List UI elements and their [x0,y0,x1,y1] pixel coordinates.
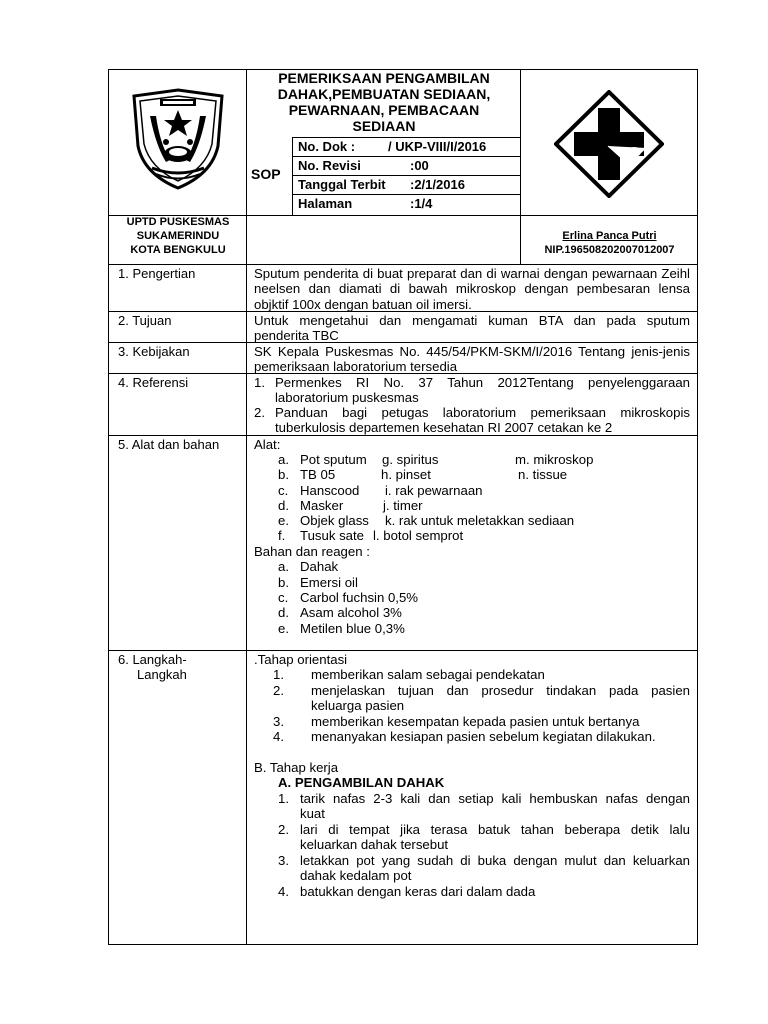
column-divider-left [246,69,247,945]
orientasi-num: 2. [273,683,284,698]
meta-value: :2/1/2016 [410,177,465,192]
alat-row-item-3: n. tissue [518,467,568,482]
title-line-2: DAHAK,PEMBUATAN SEDIAAN, [277,86,491,102]
meta-top-line [292,137,520,138]
bahan-item: Metilen blue 0,3% [300,621,405,636]
bahan-marker: a. [278,559,289,574]
org-line-3: KOTA BENGKULU [130,244,226,256]
alat-row-item-2: i. rak pewarnaan [385,483,483,498]
text-kebijakan [254,344,690,375]
organization-name [110,215,246,257]
meta-label: No. Dok : [298,139,356,154]
alat-row-marker: a. [278,452,289,467]
kerja-line: letakkan pot yang sudah di buka dengan mulut dan keluarkan [300,853,690,868]
kerja-line: tarik nafas 2-3 kali dan setiap kali hembuskan nafas dengan [300,791,690,806]
sub-heading-pengambilan-dahak: A. PENGAMBILAN DAHAK [278,775,445,790]
title-line-1: PEMERIKSAAN PENGAMBILAN [278,70,490,86]
org-line-2: SUKAMERINDU [136,230,220,242]
alat-row-marker: f. [278,528,286,543]
pengertian-text: Sputum penderita di buat preparat dan di warnai dengan pewarnaan Zeihl neelsen dan diamati di bawah mikroskop dengan pembesaran lensa objktif 100x dengan batuan oil imersi. [254,266,690,312]
bahan-item: Asam alcohol 3% [300,605,402,620]
bahan-marker: b. [278,575,289,590]
text-tujuan [254,313,690,344]
bahan-marker: c. [278,590,289,605]
column-divider-right-header [520,69,521,215]
alat-row-item: TB 05 [300,467,336,482]
alat-row-item: Masker [300,498,344,513]
meta-line-2 [292,175,520,176]
alat-row-item: Tusuk sate [300,528,365,543]
title-line-3: PEWARNAAN, PEMBACAAN [288,102,480,118]
alat-row-marker: b. [278,467,289,482]
alat-row-marker: e. [278,513,289,528]
meta-value: / UKP-VIII/I/2016 [388,139,487,154]
alat-row-item-2: k. rak untuk meletakkan sediaan [385,513,575,528]
kerja-heading: B. Tahap kerja [254,760,339,775]
alat-row-marker: c. [278,483,289,498]
alat-row-item-2: g. spiritus [382,452,439,467]
meta-line-1 [292,156,520,157]
ref-2-line2: tuberkulosis departemen kesehatan RI 2007 cetakan ke 2 [275,420,613,435]
label-pengertian: 1. Pengertian [118,266,196,281]
column-divider-right-org [520,215,521,264]
alat-row-item-2: l. botol semprot [373,528,464,543]
kerja-line-cont: kuat [300,806,325,821]
kerja-num: 1. [278,791,289,806]
kebijakan-text: SK Kepala Puskesmas No. 445/54/PKM-SKM/I/2016 Tentang jenis-jenis pemeriksaan laboratorium tersedia [254,344,690,375]
label-kebijakan: 3. Kebijakan [118,344,190,359]
bahan-marker: e. [278,621,289,636]
label-langkah-2: Langkah [137,667,187,682]
signatory-nip: NIP.196508202007012007 [544,244,675,256]
label-alat-bahan: 5. Alat dan bahan [118,437,220,452]
orientasi-heading: .Tahap orientasi [254,652,348,667]
alat-heading: Alat: [254,437,281,452]
orientasi-line: menanyakan kesiapan pasien sebelum kegiatan dilakukan. [311,729,656,744]
alat-row-item-2: j. timer [383,498,423,513]
label-langkah-1: 6. Langkah- [118,652,187,667]
org-line-1: UPTD PUSKESMAS [126,216,230,228]
ref-1-line1: Permenkes RI No. 37 Tahun 2012Tentang penyelenggaraan [275,375,690,390]
tujuan-text: Untuk mengetahui dan mengamati kuman BTA dan pada sputum penderita TBC [254,313,690,344]
row-line-langkah [108,650,698,651]
ref-2-line1: Panduan bagi petugas laboratorium pemeriksaan mikroskopis [275,405,690,420]
kerja-line-cont: dahak kedalam pot [300,868,412,883]
orientasi-line: memberikan salam sebagai pendekatan [311,667,545,682]
alat-row-item: Pot sputum [300,452,367,467]
meta-line-3 [292,194,520,195]
orientasi-line-cont: keluarga pasien [311,698,405,713]
health-cross-logo-icon [554,90,664,198]
signatory [522,229,697,257]
alat-row-item: Objek glass [300,513,369,528]
orientasi-num: 4. [273,729,284,744]
sop-label: SOP [251,166,281,182]
ref-1-line2: laboratorium puskesmas [275,390,419,405]
kerja-line: lari di tempat jika terasa batuk tahan beberapa detik lalu [300,822,690,837]
kerja-line: batukkan dengan keras dari dalam dada [300,884,536,899]
bahan-item: Carbol fuchsin 0,5% [300,590,419,605]
meta-label: Halaman [298,196,353,211]
kerja-num: 3. [278,853,289,868]
bahan-marker: d. [278,605,289,620]
label-tujuan: 2. Tujuan [118,313,172,328]
text-pengertian [254,266,690,312]
signatory-name: Erlina Panca Putri [562,230,657,242]
bahan-item: Emersi oil [300,575,358,590]
sop-divider [292,137,293,215]
title-line-4: SEDIAAN [352,118,416,134]
meta-value: :1/4 [410,196,433,211]
alat-row-item-2: h. pinset [381,467,431,482]
meta-label: Tanggal Terbit [298,177,386,192]
kerja-line-cont: keluarkan dahak tersebut [300,837,449,852]
kerja-num: 2. [278,822,289,837]
meta-value: :00 [410,158,429,173]
row-line-pengertian [108,264,698,265]
city-emblem-icon [126,86,230,192]
orientasi-line: memberikan kesempatan kepada pasien untuk bertanya [311,714,640,729]
alat-row-item: Hanscood [300,483,360,498]
orientasi-num: 3. [273,714,284,729]
meta-label: No. Revisi [298,158,361,173]
bahan-item: Dahak [300,559,339,574]
alat-row-marker: d. [278,498,289,513]
label-referensi: 4. Referensi [118,375,189,390]
kerja-num: 4. [278,884,289,899]
bahan-heading: Bahan dan reagen : [254,544,370,559]
document-title [248,70,520,134]
alat-row-item-3: m. mikroskop [515,452,594,467]
ref-2-num: 2. [254,405,265,420]
orientasi-num: 1. [273,667,284,682]
ref-1-num: 1. [254,375,265,390]
orientasi-line: menjelaskan tujuan dan prosedur tindakan pada pasien [311,683,690,698]
